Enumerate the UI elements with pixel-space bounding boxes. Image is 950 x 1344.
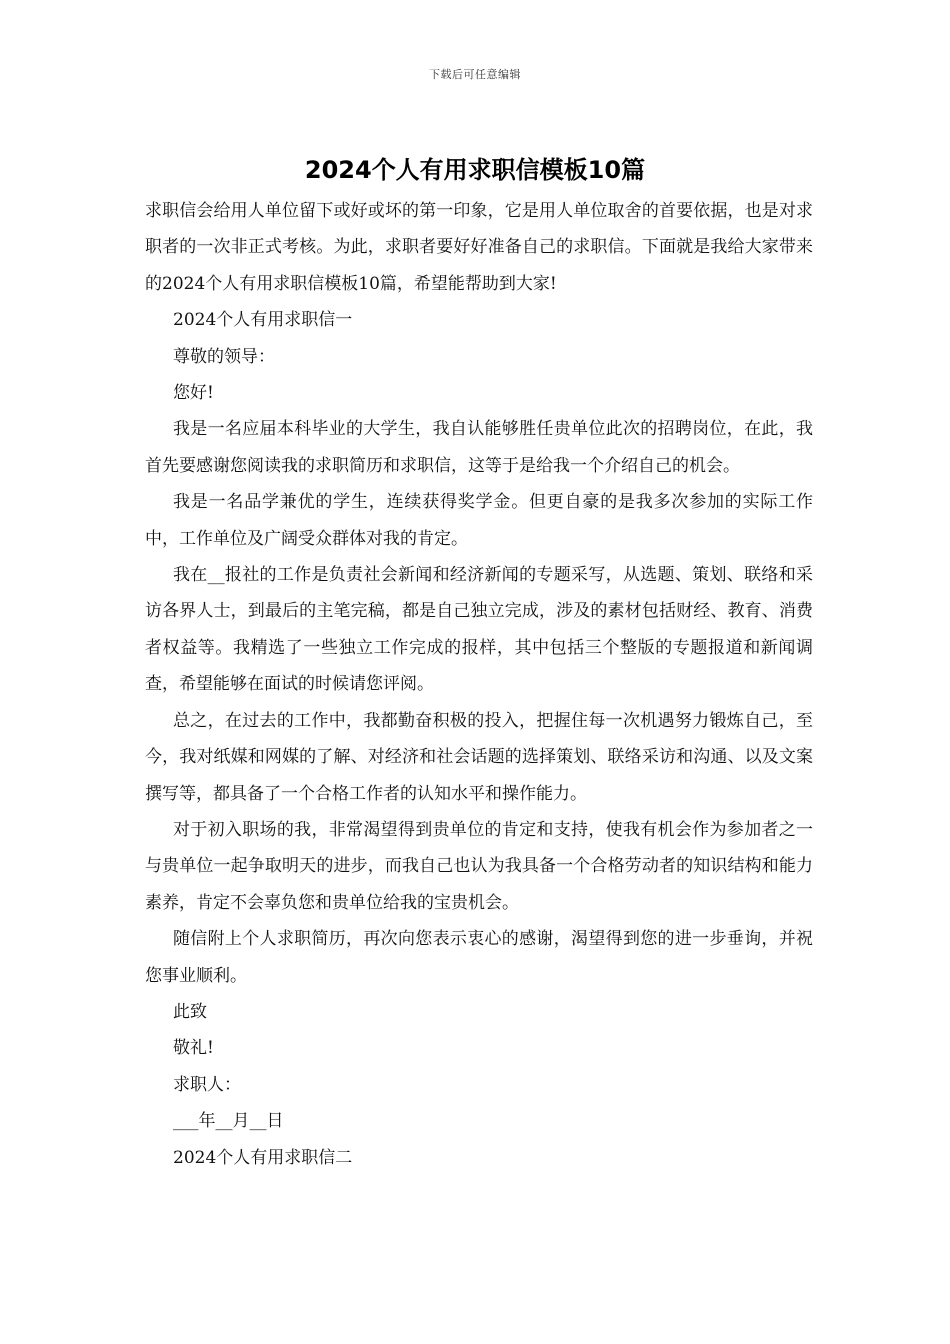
document-body xyxy=(145,193,813,1176)
letter-1-paragraph: 我是一名品学兼优的学生，连续获得奖学金。但更自豪的是我多次参加的实际工作中，工作单位及广阔受众群体对我的肯定。 xyxy=(145,492,813,549)
letter-1-salutation: 尊敬的领导： xyxy=(173,346,275,367)
letter-1-paragraph: 随信附上个人求职简历，再次向您表示衷心的感谢，渴望得到您的进一步垂询，并祝您事业顺利。 xyxy=(145,929,813,986)
letter-1-paragraph: 总之，在过去的工作中，我都勤奋积极的投入，把握住每一次机遇努力锻炼自己，至今，我对纸媒和网媒的了解、对经济和社会话题的选择策划、联络采访和沟通、以及文案撰写等，都具备了一个合格工作者的认知水平和操作能力。 xyxy=(145,710,813,804)
letter-1-paragraph: 我在__报社的工作是负责社会新闻和经济新闻的专题采写，从选题、策划、联络和采访各界人士，到最后的主笔完稿，都是自己独立完成，涉及的素材包括财经、教育、消费者权益等。我精选了一些独立工作完成的报样，其中包括三个整版的专题报道和新闻调查，希望能够在面试的时候请您评阅。 xyxy=(145,565,813,695)
letter-1-date: ___年__月__日 xyxy=(173,1111,284,1132)
intro-paragraph: 求职信会给用人单位留下或好或坏的第一印象，它是用人单位取舍的首要依据，也是对求职者的一次非正式考核。为此，求职者要好好准备自己的求职信。下面就是我给大家带来的2024个人有用求职信模板10篇，希望能帮助到大家! xyxy=(145,201,813,294)
letter-1-greeting: 您好! xyxy=(173,383,214,404)
letter-1-heading: 2024个人有用求职信一 xyxy=(173,310,353,331)
letter-1-paragraph: 对于初入职场的我，非常渴望得到贵单位的肯定和支持，使我有机会作为参加者之一与贵单位一起争取明天的进步，而我自己也认为我具备一个合格劳动者的知识结构和能力素养，肯定不会辜负您和贵单位给我的宝贵机会。 xyxy=(145,819,813,913)
letter-1-closing: 此致 xyxy=(173,1001,207,1022)
letter-2-heading: 2024个人有用求职信二 xyxy=(173,1147,353,1168)
letter-1-signer: 求职人： xyxy=(173,1074,241,1095)
letter-1-paragraph: 我是一名应届本科毕业的大学生，我自认能够胜任贵单位此次的招聘岗位，在此，我首先要感谢您阅读我的求职简历和求职信，这等于是给我一个介绍自己的机会。 xyxy=(145,419,813,476)
letter-1-regards: 敬礼! xyxy=(173,1038,214,1059)
document-title: 2024个人有用求职信模板10篇 xyxy=(304,156,646,184)
header-note: 下载后可任意编辑 xyxy=(429,68,521,81)
